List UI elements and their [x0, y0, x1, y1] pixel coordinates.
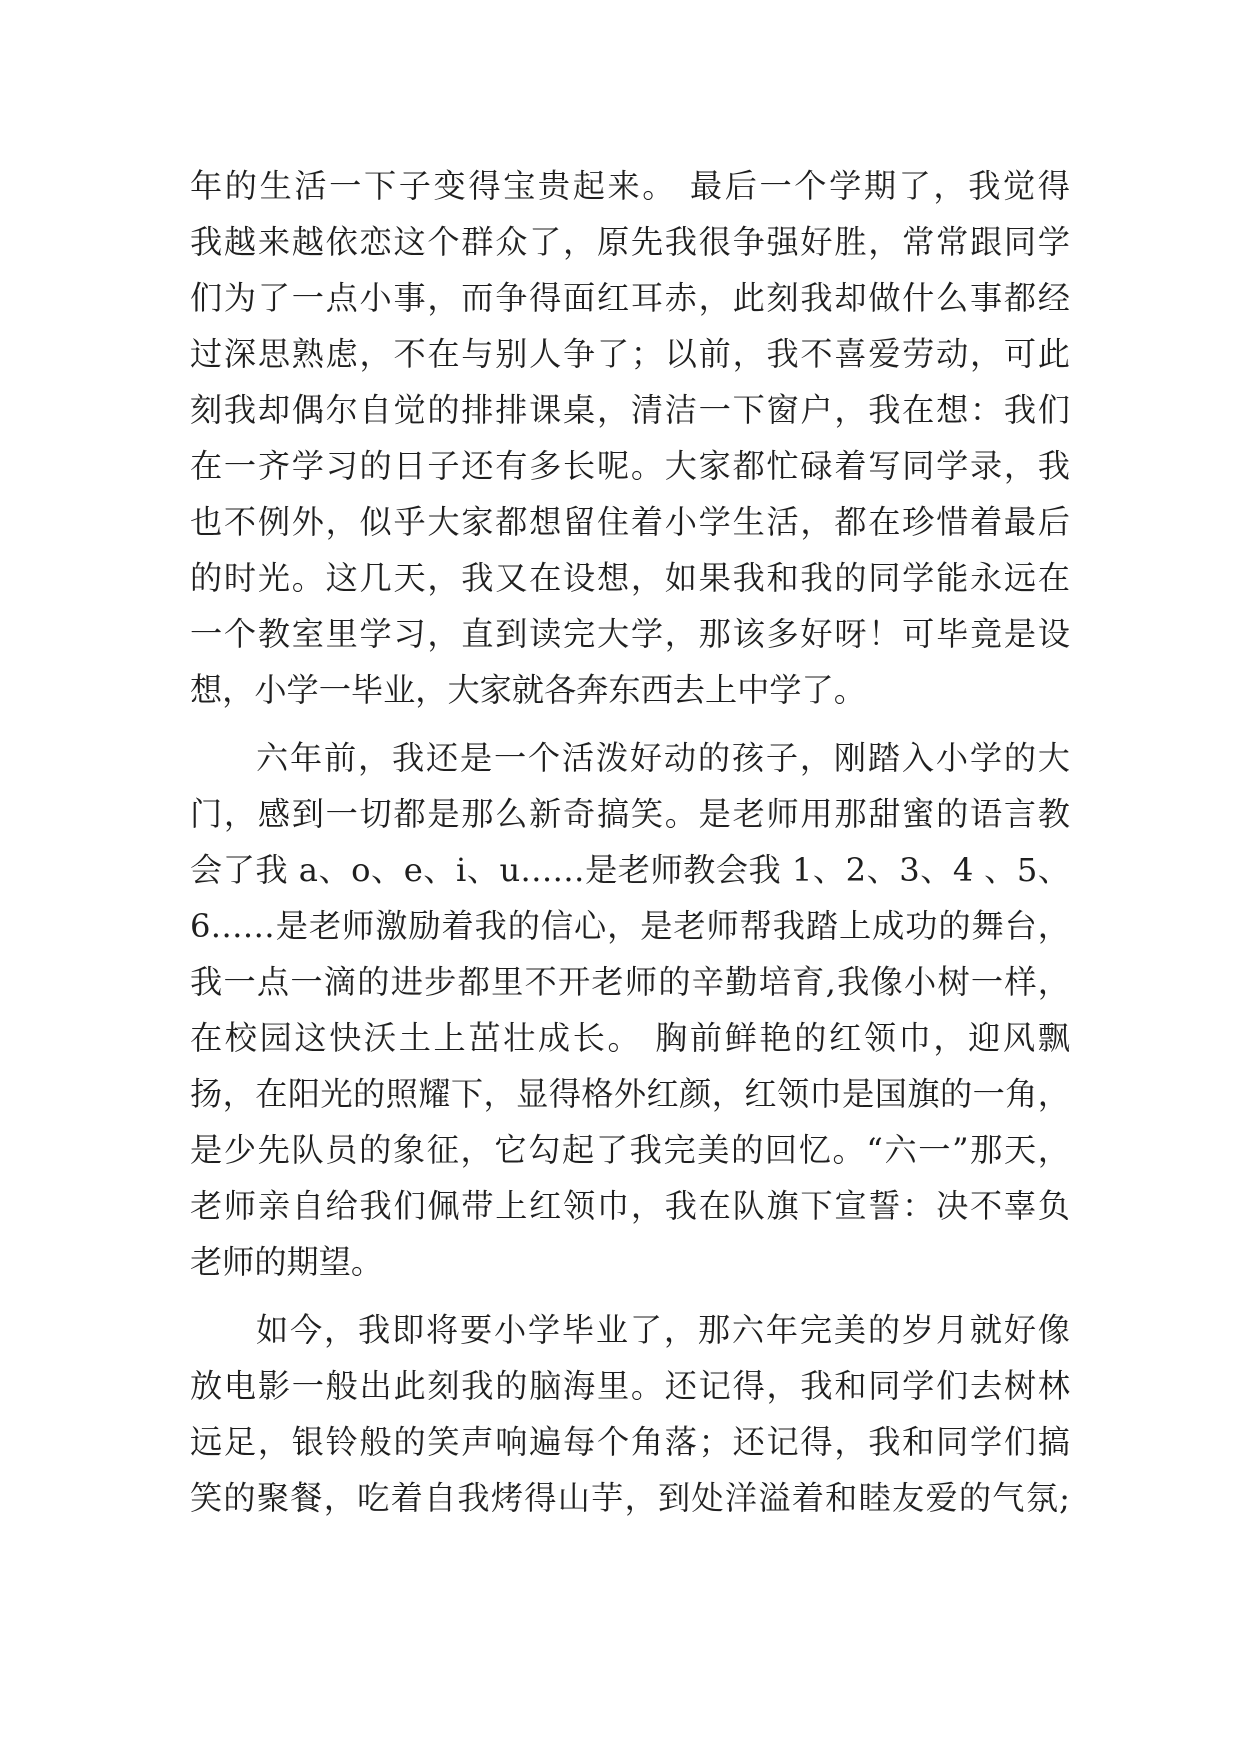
paragraph-3 — [190, 1302, 1070, 1526]
text-line: 笑的聚餐，吃着自我烤得山芋，到处洋溢着和睦友爱的气氛; — [190, 1479, 1070, 1517]
paragraph-spacer — [190, 1290, 1070, 1302]
paragraph-spacer — [190, 718, 1070, 730]
text-line: 我一点一滴的进步都里不开老师的辛勤培育,我像小树一样， — [190, 963, 1070, 1001]
text-line: 老师的期望。 — [190, 1243, 384, 1281]
text-line: 们为了一点小事，而争得面红耳赤，此刻我却做什么事都经 — [190, 279, 1070, 317]
text-line: 扬，在阳光的照耀下，显得格外红颜，红领巾是国旗的一角， — [190, 1075, 1070, 1113]
text-line: 6……是老师激励着我的信心，是老师帮我踏上成功的舞台， — [190, 907, 1070, 945]
text-line: 如今，我即将要小学毕业了，那六年完美的岁月就好像 — [256, 1311, 1070, 1349]
text-line: 一个教室里学习，直到读完大学，那该多好呀！可毕竟是设 — [190, 615, 1070, 653]
text-line: 想，小学一毕业，大家就各奔东西去上中学了。 — [190, 671, 866, 709]
text-line: 也不例外，似乎大家都想留住着小学生活，都在珍惜着最后 — [190, 503, 1070, 541]
text-line: 老师亲自给我们佩带上红领巾，我在队旗下宣誓：决不辜负 — [190, 1187, 1070, 1225]
text-line: 我越来越依恋这个群众了，原先我很争强好胜，常常跟同学 — [190, 223, 1070, 261]
paragraph-2 — [190, 730, 1070, 1290]
text-line: 年的生活一下子变得宝贵起来。 最后一个学期了，我觉得 — [190, 167, 1070, 205]
text-line: 刻我却偶尔自觉的排排课桌，清洁一下窗户，我在想：我们 — [190, 391, 1070, 429]
document-body — [190, 158, 1070, 1526]
text-line: 在校园这快沃土上茁壮成长。 胸前鲜艳的红领巾，迎风飘 — [190, 1019, 1070, 1057]
text-line: 的时光。这几天，我又在设想，如果我和我的同学能永远在 — [190, 559, 1070, 597]
text-line: 门，感到一切都是那么新奇搞笑。是老师用那甜蜜的语言教 — [190, 795, 1070, 833]
text-line: 远足，银铃般的笑声响遍每个角落；还记得，我和同学们搞 — [190, 1423, 1070, 1461]
text-line: 六年前，我还是一个活泼好动的孩子，刚踏入小学的大 — [256, 739, 1070, 777]
paragraph-1 — [190, 158, 1070, 718]
text-line: 放电影一般出此刻我的脑海里。还记得，我和同学们去树林 — [190, 1367, 1070, 1405]
text-line: 是少先队员的象征，它勾起了我完美的回忆。“六一”那天， — [190, 1131, 1070, 1169]
text-line: 会了我 a、o、e、i、u……是老师教会我 1、2、3、4 、5、 — [190, 851, 1070, 889]
text-line: 过深思熟虑，不在与别人争了；以前，我不喜爱劳动，可此 — [190, 335, 1070, 373]
text-line: 在一齐学习的日子还有多长呢。大家都忙碌着写同学录，我 — [190, 447, 1070, 485]
